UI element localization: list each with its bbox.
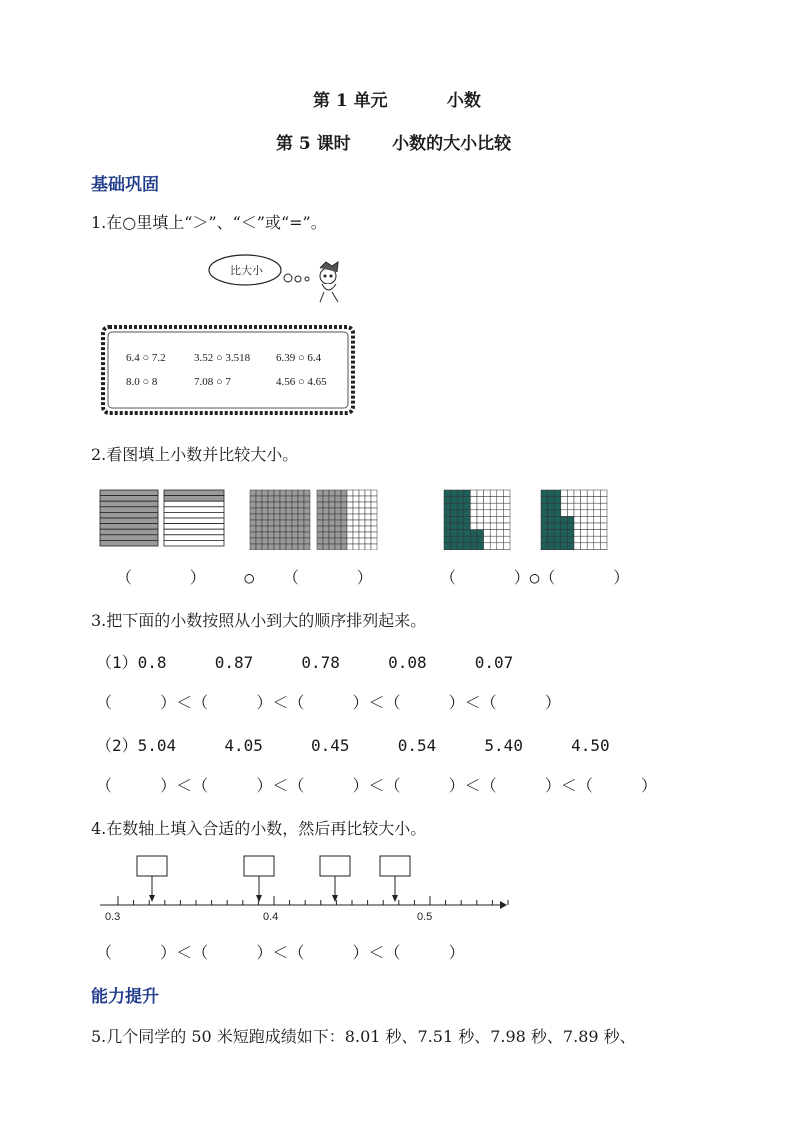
q2-blanks-right: （ ）○（ ） (440, 568, 630, 587)
hundredths-grid (444, 490, 510, 550)
hundredths-grid (541, 490, 607, 550)
q3-part2-blanks: （ ）＜（ ）＜（ ）＜（ ）＜（ ）＜（ ） (96, 776, 657, 795)
question-5: 5.几个同学的 50 米短跑成绩如下：8.01 秒、7.51 秒、7.98 秒、7.89 秒、 (91, 1027, 636, 1046)
q3-part2-numbers: （2）5.04 4.05 0.45 0.54 5.40 4.50 (96, 736, 610, 755)
compare-item: 4.56 ○ 4.65 (276, 376, 327, 388)
q3-part1-blanks: （ ）＜（ ）＜（ ）＜（ ）＜（ ） (96, 693, 561, 712)
compare-item: 3.52 ○ 3.518 (194, 352, 251, 364)
tick-label: 0.4 (263, 911, 279, 923)
section-advanced: 能力提升 (91, 987, 159, 1007)
decorative-border (100, 324, 356, 416)
answer-box (320, 856, 350, 876)
lesson-title: 第 5 课时 小数的大小比较 (276, 134, 512, 154)
bubble-text: 比大小 (230, 265, 263, 277)
unit-title: 第 1 单元 小数 (313, 91, 481, 111)
cartoon-character-icon (320, 262, 338, 302)
section-basic: 基础巩固 (91, 175, 159, 195)
tenths-figure (164, 490, 224, 546)
compare-item: 8.0 ○ 8 (126, 376, 158, 388)
number-line (95, 852, 515, 926)
compare-item: 6.39 ○ 6.4 (276, 352, 322, 364)
question-1: 1.在○里填上“＞”、“＜”或“=”。 (91, 213, 327, 232)
comparison-frame (100, 324, 356, 416)
q2-blanks-left: （ ） ○ （ ） (116, 568, 373, 587)
answer-box (380, 856, 410, 876)
compare-item: 7.08 ○ 7 (194, 376, 231, 388)
hundredths-grid (317, 490, 377, 550)
tick-label: 0.5 (417, 911, 433, 923)
question-3: 3.把下面的小数按照从小到大的顺序排列起来。 (91, 611, 427, 630)
tenths-figure (100, 490, 158, 546)
answer-box (137, 856, 167, 876)
question-2: 2.看图填上小数并比较大小。 (91, 445, 299, 464)
compare-item: 6.4 ○ 7.2 (126, 352, 166, 364)
fraction-figures (98, 488, 618, 550)
answer-box (244, 856, 274, 876)
bubble-cartoon (200, 252, 360, 312)
hundredths-grid (250, 490, 310, 550)
q3-part1-numbers: （1）0.8 0.87 0.78 0.08 0.07 (96, 653, 514, 672)
q4-blanks: （ ）＜（ ）＜（ ）＜（ ） (96, 943, 465, 962)
tick-label: 0.3 (105, 911, 121, 923)
question-4: 4.在数轴上填入合适的小数，然后再比较大小。 (91, 819, 427, 838)
